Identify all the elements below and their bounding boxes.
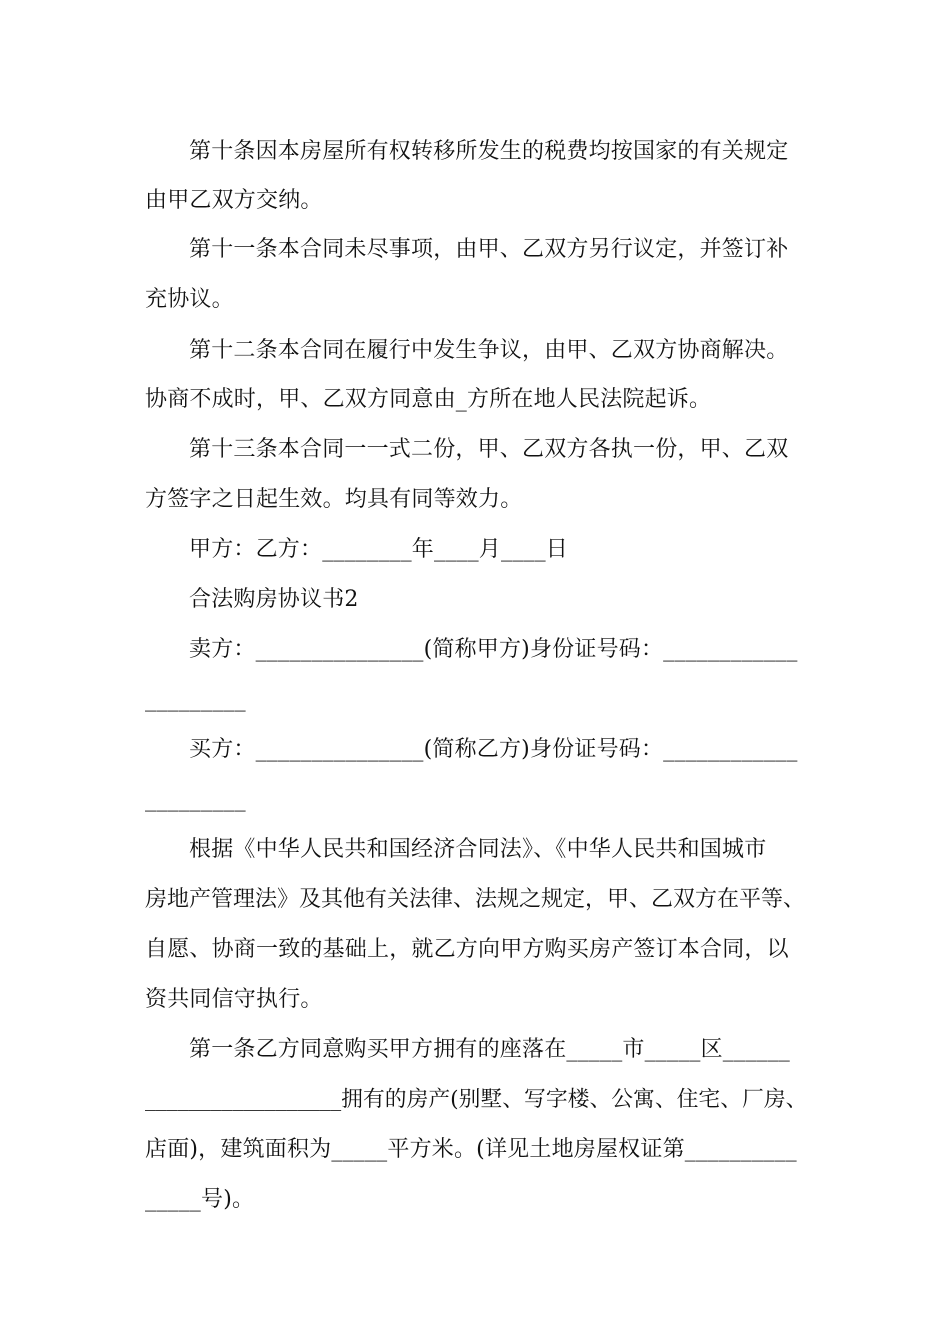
signature-date-line: 甲方：乙方：________年____月____日 — [189, 537, 569, 562]
buyer-line-1: 买方：_______________(简称乙方)身份证号码：____________ — [189, 737, 798, 762]
article-10-line-1: 第十条因本房屋所有权转移所发生的税费均按国家的有关规定 — [189, 139, 789, 164]
article-10-line-2: 由甲乙双方交纳。 — [145, 188, 323, 213]
preamble-line-4: 资共同信守执行。 — [145, 987, 323, 1012]
preamble-line-3: 自愿、协商一致的基础上，就乙方向甲方购买房产签订本合同，以 — [145, 937, 789, 962]
preamble-line-1: 根据《中华人民共和国经济合同法》、《中华人民共和国城市 — [189, 837, 767, 862]
buyer-line-2: _________ — [145, 787, 246, 812]
section-title: 合法购房协议书2 — [189, 587, 359, 612]
article-1-line-1: 第一条乙方同意购买甲方拥有的座落在_____市_____区______ — [189, 1037, 791, 1062]
article-11-line-2: 充协议。 — [145, 287, 234, 312]
article-1-line-3: 店面)，建筑面积为_____平方米。(详见土地房屋权证第__________ — [145, 1137, 797, 1162]
preamble-line-2: 房地产管理法》及其他有关法律、法规之规定，甲、乙双方在平等、 — [145, 887, 806, 912]
article-1-line-2: __________________拥有的房产(别墅、写字楼、公寓、住宅、厂房、 — [145, 1087, 808, 1112]
article-12-line-2: 协商不成时，甲、乙双方同意由_方所在地人民法院起诉。 — [145, 387, 712, 412]
article-12-line-1: 第十二条本合同在履行中发生争议，由甲、乙双方协商解决。 — [189, 338, 789, 363]
seller-line-2: _________ — [145, 687, 246, 712]
seller-line-1: 卖方：_______________(简称甲方)身份证号码：____________ — [189, 637, 798, 662]
article-13-line-1: 第十三条本合同一一式二份，甲、乙双方各执一份，甲、乙双 — [189, 437, 789, 462]
article-1-line-4: _____号)。 — [145, 1187, 255, 1212]
article-13-line-2: 方签字之日起生效。均具有同等效力。 — [145, 487, 523, 512]
article-11-line-1: 第十一条本合同未尽事项，由甲、乙双方另行议定，并签订补 — [189, 237, 789, 262]
